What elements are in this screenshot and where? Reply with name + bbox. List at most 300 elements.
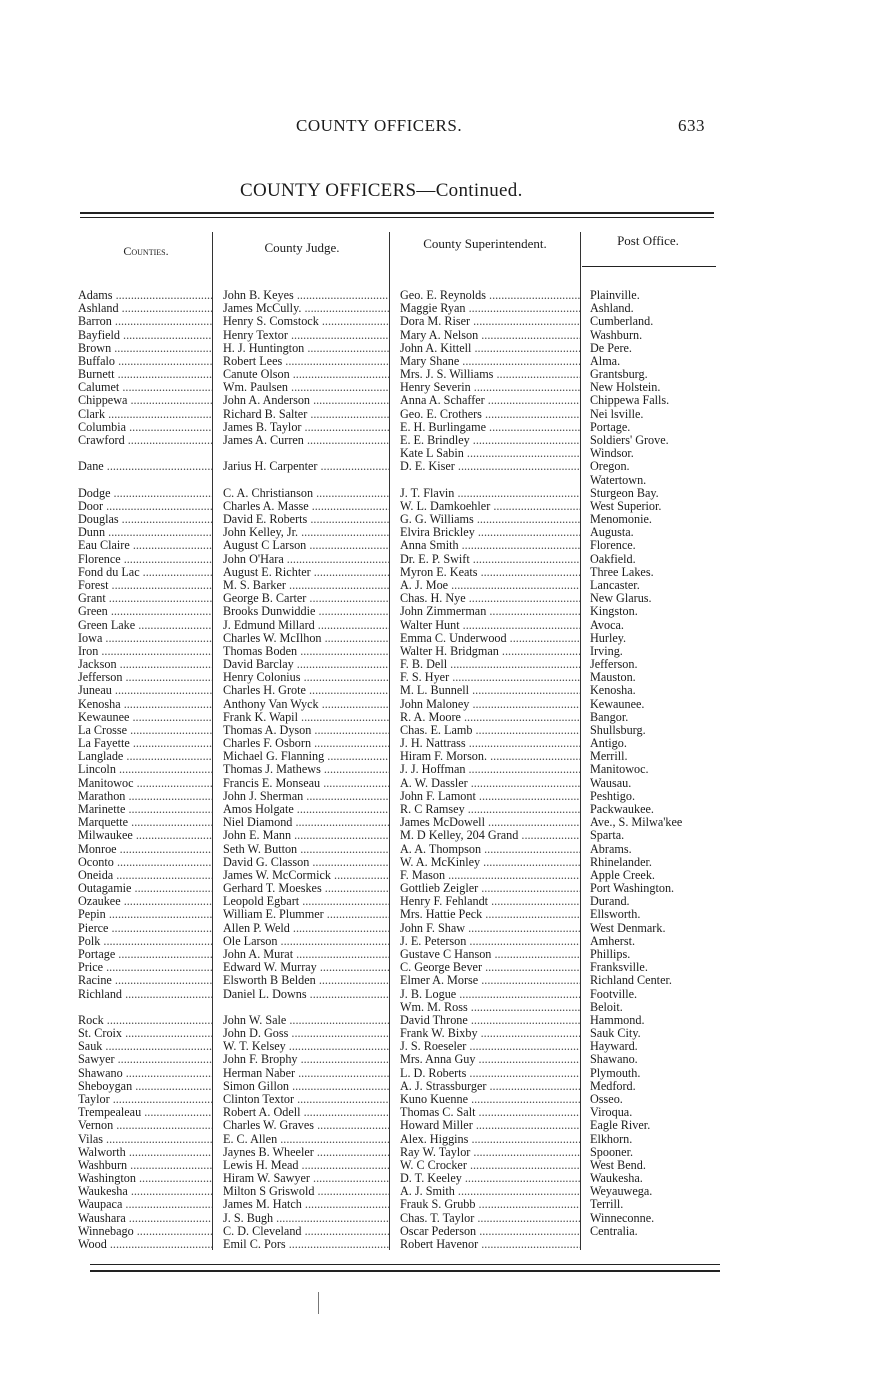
county-name: Polk ..... <box>78 934 212 948</box>
county-name: Wood ..... <box>78 1237 212 1251</box>
county-judge: W. T. Kelsey ..... <box>223 1039 389 1053</box>
header-rule <box>582 266 716 267</box>
table-row <box>0 459 869 473</box>
county-superintendent: John Zimmerman ..... <box>400 604 580 618</box>
county-superintendent: Chas. E. Lamb ..... <box>400 723 580 737</box>
county-name: Grant ..... <box>78 591 212 605</box>
county-judge: John W. Sale ..... <box>223 1013 389 1027</box>
table-row <box>0 1145 869 1159</box>
table-row <box>0 736 869 750</box>
county-superintendent: C. George Bever ..... <box>400 960 580 974</box>
county-name: Waukesha ..... <box>78 1184 212 1198</box>
table-row <box>0 538 869 552</box>
post-office: Packwaukee. <box>590 802 654 817</box>
post-office: Winneconne. <box>590 1210 655 1225</box>
county-judge: David E. Roberts ..... <box>223 512 389 526</box>
county-superintendent: Mary Shane ..... <box>400 354 580 368</box>
county-superintendent: J. E. Peterson ..... <box>400 934 580 948</box>
county-superintendent: Gottlieb Zeigler ..... <box>400 881 580 895</box>
county-judge: Henry Colonius ..... <box>223 670 389 684</box>
county-judge: George B. Carter ..... <box>223 591 389 605</box>
table-row <box>0 1052 869 1066</box>
county-superintendent: J. B. Logue ..... <box>400 987 580 1001</box>
county-superintendent: Frank W. Bixby ..... <box>400 1026 580 1040</box>
county-judge: Jaynes B. Wheeler ..... <box>223 1145 389 1159</box>
county-judge: Lewis H. Mead ..... <box>223 1158 389 1172</box>
post-office: Oregon. <box>590 459 630 474</box>
county-name: Oconto ..... <box>78 855 212 869</box>
county-judge: Charles H. Grote ..... <box>223 683 389 697</box>
post-office: Hayward. <box>590 1039 638 1054</box>
county-name: Iron ..... <box>78 644 212 658</box>
header-county-judge: County Judge. <box>264 240 340 255</box>
county-judge: Thomas Boden ..... <box>223 644 389 658</box>
table-row <box>0 565 869 579</box>
post-office: Durand. <box>590 894 630 909</box>
post-office: Lancaster. <box>590 577 640 592</box>
table-row <box>0 842 869 856</box>
post-office: Spooner. <box>590 1144 633 1159</box>
table-row <box>0 1211 869 1225</box>
county-name: Jackson ..... <box>78 657 212 671</box>
post-office: Port Washington. <box>590 881 675 896</box>
county-name: St. Croix ..... <box>78 1026 212 1040</box>
table-row <box>0 1237 869 1251</box>
county-superintendent: A. J. Smith ..... <box>400 1184 580 1198</box>
running-head-title: COUNTY OFFICERS. <box>296 116 463 135</box>
county-superintendent: Gustave C Hanson ..... <box>400 947 580 961</box>
post-office: Watertown. <box>590 472 647 487</box>
table-row <box>0 578 869 592</box>
county-name: Clark ..... <box>78 407 212 421</box>
county-judge: Simon Gillon ..... <box>223 1079 389 1093</box>
county-judge: William E. Plummer ..... <box>223 907 389 921</box>
county-name: Florence ..... <box>78 552 212 566</box>
table-row <box>0 314 869 328</box>
county-name: Oneida ..... <box>78 868 212 882</box>
county-superintendent: Anna Smith ..... <box>400 538 580 552</box>
county-judge: Robert A. Odell ..... <box>223 1105 389 1119</box>
county-superintendent: J. J. Hoffman ..... <box>400 762 580 776</box>
county-name: Milwaukee ..... <box>78 828 212 842</box>
table-row <box>0 1079 869 1093</box>
table-row <box>0 1066 869 1080</box>
post-office: Rhinelander. <box>590 854 652 869</box>
post-office: Richland Center. <box>590 973 672 988</box>
table-row <box>0 1197 869 1211</box>
county-name: Door ..... <box>78 499 212 513</box>
post-office: Irving. <box>590 643 623 658</box>
table-row <box>0 683 869 697</box>
county-name: Calumet ..... <box>78 380 212 394</box>
post-office: De Pere. <box>590 340 632 355</box>
county-superintendent: John Maloney ..... <box>400 697 580 711</box>
post-office: Cumberland. <box>590 314 654 329</box>
county-name: Green ..... <box>78 604 212 618</box>
table-row <box>0 433 869 447</box>
table-row <box>0 393 869 407</box>
table-row <box>0 604 869 618</box>
county-name: Walworth ..... <box>78 1145 212 1159</box>
county-name: Jefferson ..... <box>78 670 212 684</box>
county-judge: John D. Goss ..... <box>223 1026 389 1040</box>
county-superintendent: Kuno Kuenne ..... <box>400 1092 580 1106</box>
post-office: Alma. <box>590 353 621 368</box>
post-office: Soldiers' Grove. <box>590 432 669 447</box>
table-row <box>0 591 869 605</box>
county-name: Iowa ..... <box>78 631 212 645</box>
post-office: Hammond. <box>590 1012 645 1027</box>
county-judge: James W. McCormick ..... <box>223 868 389 882</box>
county-judge: Henry Textor ..... <box>223 328 389 342</box>
county-superintendent: R. A. Moore ..... <box>400 710 580 724</box>
county-name: Buffalo ..... <box>78 354 212 368</box>
county-superintendent: W. C Crocker ..... <box>400 1158 580 1172</box>
county-judge: Leopold Egbart ..... <box>223 894 389 908</box>
county-superintendent: Elvira Brickley ..... <box>400 525 580 539</box>
county-judge: Anthony Van Wyck ..... <box>223 697 389 711</box>
post-office: Three Lakes. <box>590 564 654 579</box>
table-row <box>0 552 869 566</box>
table-row <box>0 407 869 421</box>
table-row <box>0 749 869 763</box>
county-judge: Francis E. Monseau ..... <box>223 776 389 790</box>
table-row <box>0 657 869 671</box>
county-name: Washburn ..... <box>78 1158 212 1172</box>
table-row <box>0 776 869 790</box>
bottom-double-rule <box>90 1270 720 1272</box>
county-name: Dane ..... <box>78 459 212 473</box>
county-name: Eau Claire ..... <box>78 538 212 552</box>
county-name: Bayfield ..... <box>78 328 212 342</box>
county-name: Lincoln ..... <box>78 762 212 776</box>
county-judge: Thomas A. Dyson ..... <box>223 723 389 737</box>
county-superintendent: Mrs. Anna Guy ..... <box>400 1052 580 1066</box>
bottom-rule-thin <box>90 1264 720 1265</box>
county-superintendent: J. H. Nattrass ..... <box>400 736 580 750</box>
county-superintendent: John F. Lamont ..... <box>400 789 580 803</box>
county-judge: Allen P. Weld ..... <box>223 921 389 935</box>
table-row <box>0 921 869 935</box>
county-name: Brown ..... <box>78 341 212 355</box>
post-office: Amherst. <box>590 933 636 948</box>
table-row <box>0 288 869 302</box>
county-superintendent: E. E. Brindley ..... <box>400 433 580 447</box>
county-name: Trempealeau ..... <box>78 1105 212 1119</box>
top-rule-thin <box>80 217 714 218</box>
county-judge: Amos Holgate ..... <box>223 802 389 816</box>
county-superintendent: Robert Havenor ..... <box>400 1237 580 1251</box>
county-superintendent: Geo. E. Reynolds ..... <box>400 288 580 302</box>
post-office: New Glarus. <box>590 591 652 606</box>
county-superintendent: F. Mason ..... <box>400 868 580 882</box>
county-superintendent: M. L. Bunnell ..... <box>400 683 580 697</box>
county-superintendent: Elmer A. Morse ..... <box>400 973 580 987</box>
county-judge: John J. Sherman ..... <box>223 789 389 803</box>
post-office: Kenosha. <box>590 683 636 698</box>
table-row <box>0 1039 869 1053</box>
post-office: Osseo. <box>590 1091 623 1106</box>
post-office: Manitowoc. <box>590 762 649 777</box>
post-office: New Holstein. <box>590 380 661 395</box>
county-superintendent: Walter Hunt ..... <box>400 618 580 632</box>
table-row <box>0 828 869 842</box>
table-row <box>0 973 869 987</box>
county-name: Price ..... <box>78 960 212 974</box>
post-office: Chippewa Falls. <box>590 393 670 408</box>
post-office: West Denmark. <box>590 920 666 935</box>
table-row <box>0 815 869 829</box>
post-office: Augusta. <box>590 525 634 540</box>
county-superintendent: A. A. Thompson ..... <box>400 842 580 856</box>
county-superintendent: A. W. Dassler ..... <box>400 776 580 790</box>
county-name: Marinette ..... <box>78 802 212 816</box>
county-name: Sheboygan ..... <box>78 1079 212 1093</box>
county-judge: Michael G. Flanning ..... <box>223 749 389 763</box>
county-judge: John B. Keyes ..... <box>223 288 389 302</box>
county-superintendent: Myron E. Keats ..... <box>400 565 580 579</box>
page-number: 633 <box>678 116 705 135</box>
county-name: La Fayette ..... <box>78 736 212 750</box>
county-superintendent: A. J. Moe ..... <box>400 578 580 592</box>
post-office: Viroqua. <box>590 1105 633 1120</box>
county-superintendent: D. E. Kiser ..... <box>400 459 580 473</box>
table-title: COUNTY OFFICERS—Continued. <box>240 180 523 201</box>
county-superintendent: Hiram F. Morson. ..... <box>400 749 580 763</box>
post-office: Plymouth. <box>590 1065 641 1080</box>
county-name: Douglas ..... <box>78 512 212 526</box>
county-superintendent: Oscar Pederson ..... <box>400 1224 580 1238</box>
county-superintendent: L. D. Roberts ..... <box>400 1066 580 1080</box>
post-office: Ashland. <box>590 301 634 316</box>
table-row <box>0 723 869 737</box>
county-name: Ozaukee ..... <box>78 894 212 908</box>
table-row <box>0 881 869 895</box>
county-superintendent: Thomas C. Salt ..... <box>400 1105 580 1119</box>
county-judge: David Barclay ..... <box>223 657 389 671</box>
post-office: Bangor. <box>590 709 629 724</box>
table-row <box>0 1184 869 1198</box>
table-row <box>0 1171 869 1185</box>
post-office: Merrill. <box>590 749 628 764</box>
post-office: Beloit. <box>590 999 623 1014</box>
county-name: Shawano ..... <box>78 1066 212 1080</box>
post-office: Washburn. <box>590 327 643 342</box>
county-superintendent: Wm. M. Ross ..... <box>400 1000 580 1014</box>
post-office: Jefferson. <box>590 657 638 672</box>
county-superintendent: J. S. Roeseler ..... <box>400 1039 580 1053</box>
county-superintendent: D. T. Keeley ..... <box>400 1171 580 1185</box>
county-name: Winnebago ..... <box>78 1224 212 1238</box>
county-judge: Hiram W. Sawyer ..... <box>223 1171 389 1185</box>
post-office: Shullsburg. <box>590 722 646 737</box>
post-office: Sparta. <box>590 828 625 843</box>
table-row <box>0 1026 869 1040</box>
table-row <box>0 512 869 526</box>
county-name: Columbia ..... <box>78 420 212 434</box>
county-judge: J. Edmund Millard ..... <box>223 618 389 632</box>
county-name: Marathon ..... <box>78 789 212 803</box>
post-office: West Bend. <box>590 1157 646 1172</box>
county-superintendent: W. L. Damkoehler ..... <box>400 499 580 513</box>
county-superintendent: John F. Shaw ..... <box>400 921 580 935</box>
table-row <box>0 1158 869 1172</box>
table-row <box>0 960 869 974</box>
post-office: Plainville. <box>590 288 640 302</box>
post-office: Franksville. <box>590 960 648 975</box>
county-judge: John Kelley, Jr. ..... <box>223 525 389 539</box>
county-judge: John A. Murat ..... <box>223 947 389 961</box>
post-office: Avoca. <box>590 617 624 632</box>
table-row <box>0 1224 869 1238</box>
county-superintendent: Howard Miller ..... <box>400 1118 580 1132</box>
county-name: Marquette ..... <box>78 815 212 829</box>
table-row <box>0 907 869 921</box>
county-superintendent: F. S. Hyer ..... <box>400 670 580 684</box>
county-judge: C. A. Christianson ..... <box>223 486 389 500</box>
county-judge: C. D. Cleveland ..... <box>223 1224 389 1238</box>
county-judge: Richard B. Salter ..... <box>223 407 389 421</box>
county-judge: Thomas J. Mathews ..... <box>223 762 389 776</box>
post-office: Oakfield. <box>590 551 636 566</box>
county-superintendent: Chas. T. Taylor ..... <box>400 1211 580 1225</box>
county-superintendent: Henry F. Fehlandt ..... <box>400 894 580 908</box>
county-superintendent: M. D Kelley, 204 Grand ..... <box>400 828 580 842</box>
table-row <box>0 420 869 434</box>
table-row <box>0 670 869 684</box>
county-judge: Charles W. Graves ..... <box>223 1118 389 1132</box>
county-judge: Canute Olson ..... <box>223 367 389 381</box>
table-row <box>0 1105 869 1119</box>
post-office: Elkhorn. <box>590 1131 633 1146</box>
county-name: Pierce ..... <box>78 921 212 935</box>
table-row <box>0 1132 869 1146</box>
table-row <box>0 855 869 869</box>
county-judge: M. S. Barker ..... <box>223 578 389 592</box>
post-office: Sauk City. <box>590 1026 641 1041</box>
table-row <box>0 894 869 908</box>
post-office: Shawano. <box>590 1052 638 1067</box>
county-judge: John F. Brophy ..... <box>223 1052 389 1066</box>
county-judge: Milton S Griswold ..... <box>223 1184 389 1198</box>
table-row <box>0 380 869 394</box>
county-superintendent: E. H. Burlingame ..... <box>400 420 580 434</box>
county-superintendent: Geo. E. Crothers ..... <box>400 407 580 421</box>
post-office: Centralia. <box>590 1223 638 1238</box>
table-row <box>0 525 869 539</box>
county-superintendent: Maggie Ryan ..... <box>400 301 580 315</box>
county-superintendent: Mary A. Nelson ..... <box>400 328 580 342</box>
county-judge: Robert Lees ..... <box>223 354 389 368</box>
county-judge: August C Larson ..... <box>223 538 389 552</box>
county-superintendent: David Throne ..... <box>400 1013 580 1027</box>
county-superintendent: James McDowell ..... <box>400 815 580 829</box>
post-office: Kingston. <box>590 604 638 619</box>
header-counties: Counties. <box>123 244 169 258</box>
header-post-office: Post Office. <box>617 233 679 248</box>
county-name: Richland ..... <box>78 987 212 1001</box>
county-judge: James M. Hatch ..... <box>223 1197 389 1211</box>
county-name: Sawyer ..... <box>78 1052 212 1066</box>
county-name: Forest ..... <box>78 578 212 592</box>
county-superintendent: John A. Kittell ..... <box>400 341 580 355</box>
table-row <box>0 644 869 658</box>
post-office: Footville. <box>590 986 638 1001</box>
county-name: Waushara ..... <box>78 1211 212 1225</box>
table-row <box>0 1092 869 1106</box>
county-judge: James McCully. ..... <box>223 301 389 315</box>
county-name: Adams ..... <box>78 288 212 302</box>
county-judge: Jarius H. Carpenter ..... <box>223 459 389 473</box>
county-name: Rock ..... <box>78 1013 212 1027</box>
table-row <box>0 1000 869 1014</box>
table-row <box>0 367 869 381</box>
county-name: Racine ..... <box>78 973 212 987</box>
county-superintendent: Walter H. Bridgman ..... <box>400 644 580 658</box>
county-superintendent: Anna A. Schaffer ..... <box>400 393 580 407</box>
county-name: Kewaunee ..... <box>78 710 212 724</box>
post-office: Sturgeon Bay. <box>590 485 659 500</box>
post-office: Nei lsville. <box>590 406 644 421</box>
county-judge: Daniel L. Downs ..... <box>223 987 389 1001</box>
table-row <box>0 446 869 460</box>
county-judge: John E. Mann ..... <box>223 828 389 842</box>
county-superintendent: Chas. H. Nye ..... <box>400 591 580 605</box>
county-judge: Seth W. Button ..... <box>223 842 389 856</box>
post-office: Peshtigo. <box>590 788 636 803</box>
county-judge: Henry S. Comstock ..... <box>223 314 389 328</box>
post-office: Terrill. <box>590 1197 624 1212</box>
post-office: Portage. <box>590 419 631 434</box>
county-superintendent: Ray W. Taylor ..... <box>400 1145 580 1159</box>
county-name: Crawford ..... <box>78 433 212 447</box>
table-row <box>0 710 869 724</box>
post-office: Florence. <box>590 538 636 553</box>
county-judge: J. S. Bugh ..... <box>223 1211 389 1225</box>
table-row <box>0 1118 869 1132</box>
post-office: Waukesha. <box>590 1171 643 1186</box>
table-row <box>0 987 869 1001</box>
post-office: Phillips. <box>590 947 631 961</box>
county-superintendent: J. T. Flavin ..... <box>400 486 580 500</box>
county-name: Langlade ..... <box>78 749 212 763</box>
county-judge: Niel Diamond ..... <box>223 815 389 829</box>
header-county-superintendent: County Superintendent. <box>423 236 547 251</box>
post-office: West Superior. <box>590 498 662 513</box>
county-name: Portage ..... <box>78 947 212 961</box>
county-name: Burnett ..... <box>78 367 212 381</box>
county-name: Dodge ..... <box>78 486 212 500</box>
county-judge: David G. Classon ..... <box>223 855 389 869</box>
table-row <box>0 486 869 500</box>
table-row <box>0 618 869 632</box>
county-name: Pepin ..... <box>78 907 212 921</box>
county-name: Kenosha ..... <box>78 697 212 711</box>
post-office: Eagle River. <box>590 1118 651 1133</box>
county-judge: Gerhard T. Moeskes ..... <box>223 881 389 895</box>
county-judge: Charles W. McIlhon ..... <box>223 631 389 645</box>
county-judge: Edward W. Murray ..... <box>223 960 389 974</box>
table-row <box>0 301 869 315</box>
county-name: Chippewa ..... <box>78 393 212 407</box>
county-superintendent: F. B. Dell ..... <box>400 657 580 671</box>
county-judge: John A. Anderson ..... <box>223 393 389 407</box>
table-row <box>0 473 869 487</box>
table-row <box>0 789 869 803</box>
county-judge: Clinton Textor ..... <box>223 1092 389 1106</box>
county-name: Ashland ..... <box>78 301 212 315</box>
county-judge: August E. Richter ..... <box>223 565 389 579</box>
